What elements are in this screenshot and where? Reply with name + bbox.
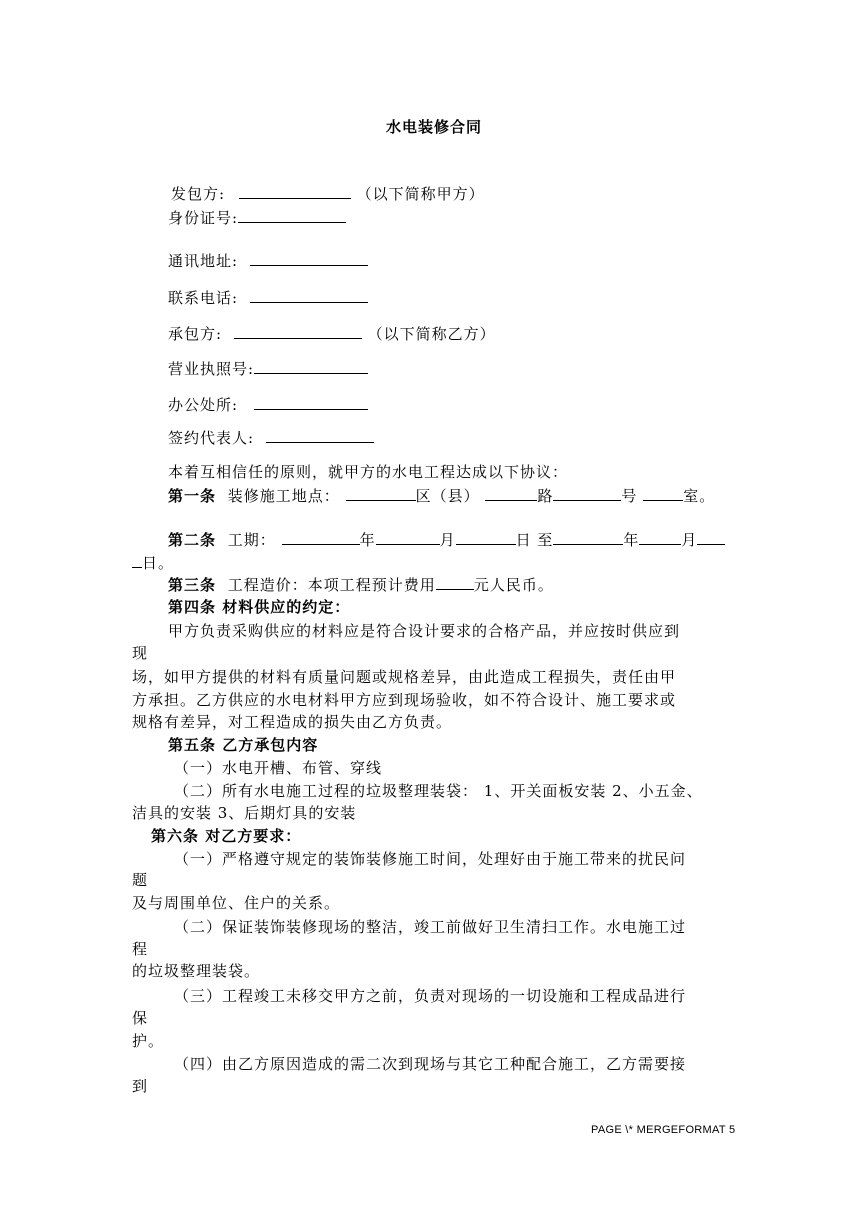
article-5-line-1: （一）水电开槽、布管、穿线	[174, 759, 383, 777]
start-month-text: 月	[439, 531, 456, 549]
party-b-line	[168, 322, 496, 345]
party-a-line	[171, 182, 485, 205]
id-number-label: 身份证号:	[168, 209, 239, 227]
license-line	[168, 357, 368, 380]
article-5-heading: 第五条 乙方承包内容	[168, 736, 319, 754]
article-2	[168, 528, 725, 551]
article-2-label: 工期：	[227, 531, 276, 549]
article-2-continuation	[132, 551, 174, 574]
article-1-label: 装修施工地点：	[227, 487, 340, 505]
article-1-heading: 第一条	[168, 487, 217, 505]
start-day-blank[interactable]	[456, 528, 516, 545]
article-1	[168, 484, 715, 507]
end-day-blank[interactable]	[697, 528, 725, 545]
article-6-line-7: （三）工程竣工未移交甲方之前，负责对现场的一切设施和工程成品进行	[174, 987, 687, 1005]
representative-blank[interactable]	[266, 426, 374, 443]
party-b-suffix: （以下简称乙方）	[367, 325, 496, 343]
article-4-line-4: 方承担。乙方供应的水电材料甲方应到现场验收，如不符合设计、施工要求或	[132, 691, 677, 709]
road-blank[interactable]	[485, 484, 537, 501]
article-4-line-5: 规格有差异，对工程造成的损失由乙方负责。	[132, 713, 453, 731]
license-blank[interactable]	[254, 357, 368, 374]
article-6-line-4: （二）保证装饰装修现场的整洁，竣工前做好卫生清扫工作。水电施工过	[174, 918, 687, 936]
article-3-heading: 第三条	[168, 576, 217, 594]
office-blank[interactable]	[254, 393, 368, 410]
end-year-text: 年	[623, 531, 640, 549]
party-a-blank[interactable]	[239, 182, 351, 199]
start-year-blank[interactable]	[282, 528, 360, 545]
intro-text: 本着互相信任的原则，就甲方的水电工程达成以下协议：	[168, 463, 569, 481]
party-a-suffix: （以下简称甲方）	[356, 185, 485, 203]
article-6-line-11: 到	[132, 1077, 149, 1095]
article-4-line-1: 甲方负责采购供应的材料应是符合设计要求的合格产品，并应按时供应到	[168, 622, 681, 640]
article-3	[168, 573, 554, 596]
article-4-heading: 第四条 材料供应的约定：	[168, 598, 351, 616]
article-4-line-3: 场，如甲方提供的材料有质量问题或规格差异，由此造成工程损失，责任由甲	[132, 668, 677, 686]
id-number-line	[168, 206, 346, 229]
party-a-label: 发包方:	[171, 185, 226, 203]
party-b-label: 承包方:	[168, 325, 223, 343]
contract-title: 水电装修合同	[385, 118, 482, 136]
end-month-text: 月	[681, 531, 698, 549]
article-2-heading: 第二条	[168, 531, 217, 549]
phone-line	[168, 286, 368, 309]
article-6-line-1: （一）严格遵守规定的装饰装修施工时间，处理好由于施工带来的扰民问	[174, 850, 687, 868]
article-6-line-10: （四）由乙方原因造成的需二次到现场与其它工种配合施工，乙方需要接	[174, 1055, 687, 1073]
article-4-line-2: 现	[132, 644, 149, 662]
district-blank[interactable]	[346, 484, 416, 501]
representative-label: 签约代表人:	[168, 429, 255, 447]
article-3-text-a: 工程造价：本项工程预计费用	[227, 576, 436, 594]
start-month-blank[interactable]	[376, 528, 440, 545]
phone-label: 联系电话:	[168, 289, 239, 307]
representative-line	[168, 426, 374, 449]
office-label: 办公处所:	[168, 396, 239, 414]
number-text: 号	[621, 487, 638, 505]
day-end-text: 日。	[142, 554, 175, 572]
page-footer-field: PAGE \* MERGEFORMAT 5	[591, 1124, 736, 1136]
end-day-blank-continued[interactable]	[132, 551, 142, 568]
start-year-text: 年	[359, 531, 376, 549]
room-blank[interactable]	[643, 484, 683, 501]
article-6-line-5: 程	[132, 940, 149, 958]
id-number-blank[interactable]	[238, 206, 346, 223]
number-blank[interactable]	[553, 484, 621, 501]
article-5-line-3: 洁具的安装 3、后期灯具的安装	[132, 804, 357, 822]
article-6-line-8: 保	[132, 1009, 149, 1027]
address-label: 通讯地址:	[168, 252, 239, 270]
address-line	[168, 249, 368, 272]
article-6-line-3: 及与周围单位、住户的关系。	[132, 894, 341, 912]
end-month-blank[interactable]	[639, 528, 681, 545]
room-text: 室。	[683, 487, 716, 505]
district-text: 区（县）	[415, 487, 480, 505]
day-to-text: 日 至	[515, 531, 554, 549]
article-5-line-2: （二）所有水电施工过程的垃圾整理装袋： 1、开关面板安装 2、小五金、	[174, 782, 703, 800]
article-6-line-2: 题	[132, 871, 149, 889]
cost-blank[interactable]	[436, 573, 474, 590]
article-3-text-b: 元人民币。	[473, 576, 554, 594]
article-6-line-9: 护。	[132, 1032, 165, 1050]
license-label: 营业执照号:	[168, 360, 255, 378]
office-line	[168, 393, 368, 416]
address-blank[interactable]	[250, 249, 368, 266]
road-text: 路	[537, 487, 554, 505]
article-6-line-6: 的垃圾整理装袋。	[132, 962, 261, 980]
end-year-blank[interactable]	[553, 528, 623, 545]
phone-blank[interactable]	[250, 286, 368, 303]
party-b-blank[interactable]	[234, 322, 362, 339]
article-6-heading: 第六条 对乙方要求：	[151, 827, 302, 845]
